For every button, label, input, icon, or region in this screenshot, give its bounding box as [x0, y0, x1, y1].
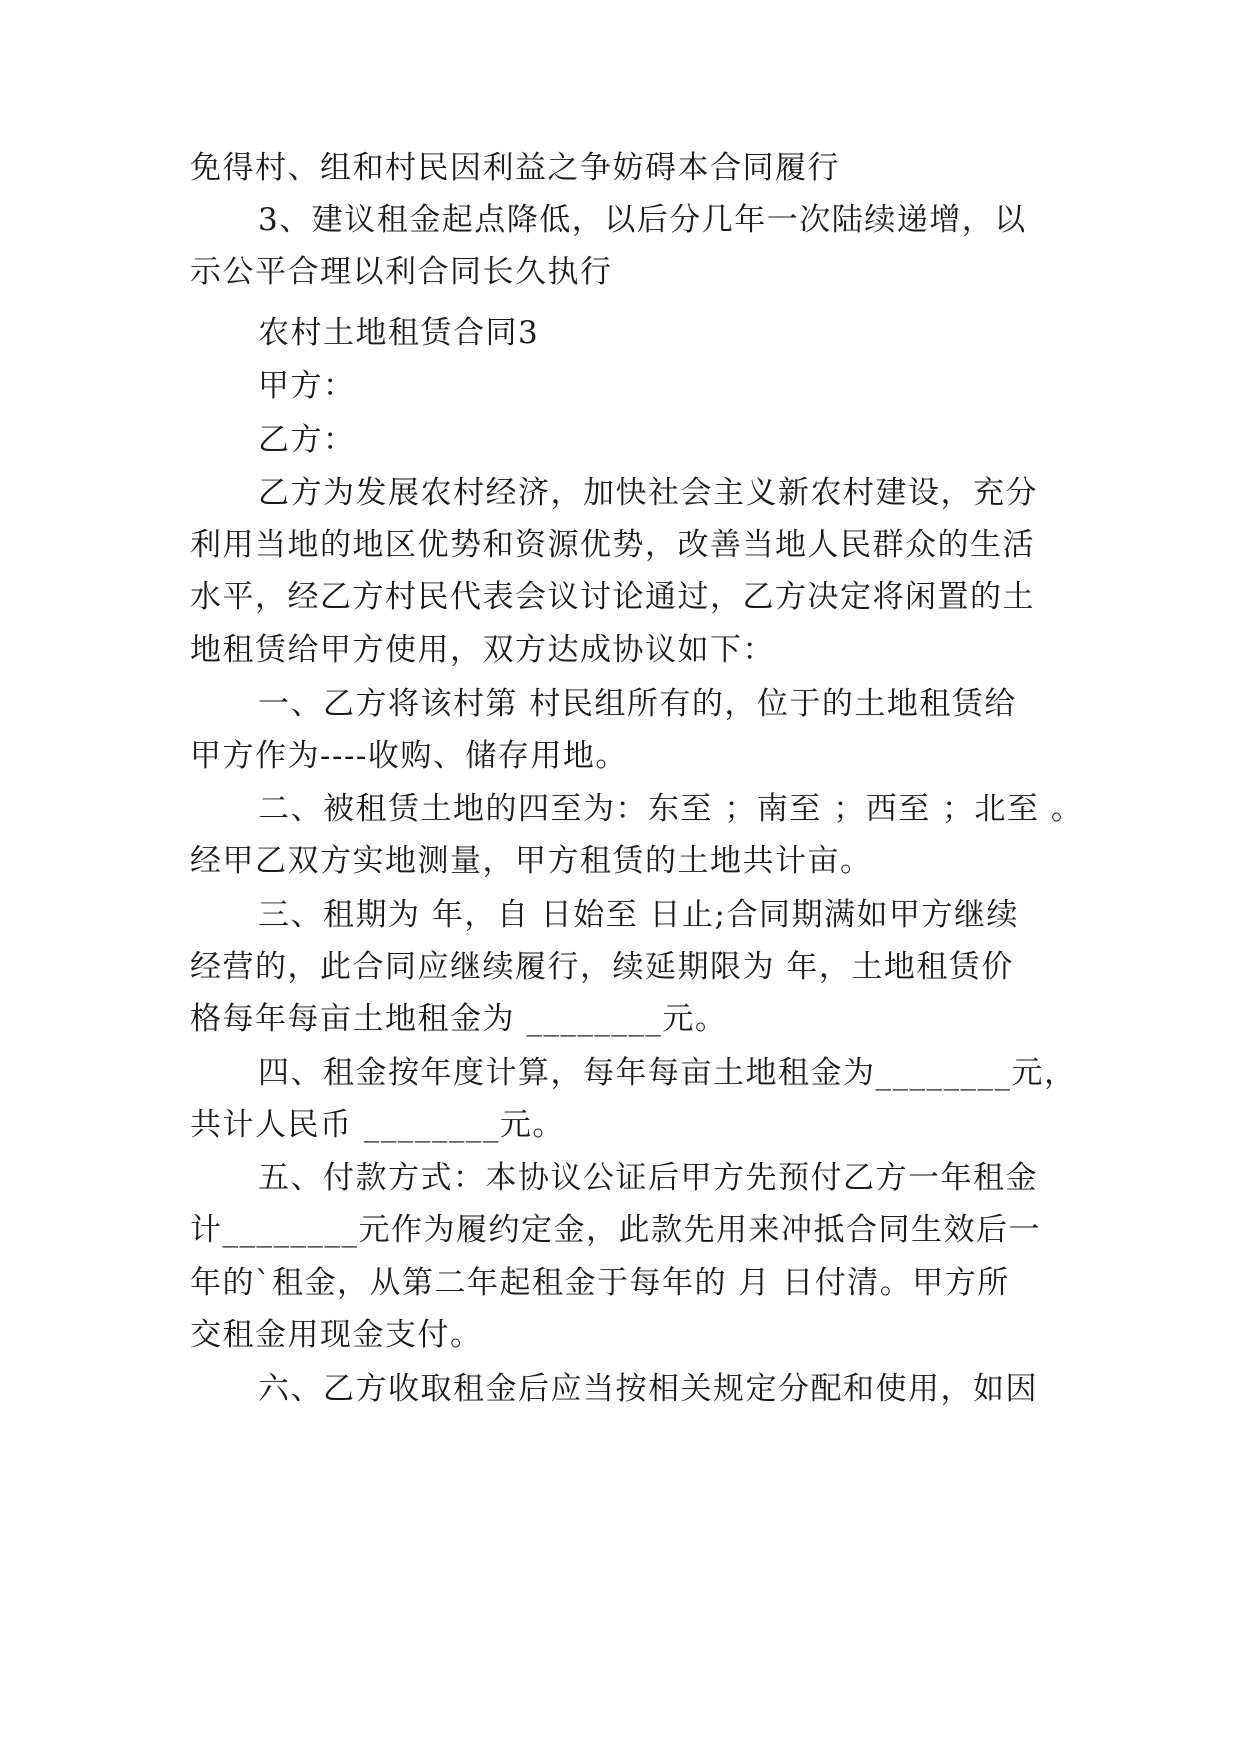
clause-1: 一、乙方将该村第 村民组所有的，位于的土地租赁给 — [258, 686, 1017, 722]
text-line: 乙方为发展农村经济，加快社会主义新农村建设，充分 — [258, 475, 1038, 511]
text-line: 示公平合理以利合同长久执行 — [190, 254, 613, 290]
party-b-label: 乙方： — [258, 422, 356, 458]
clause-3: 三、租期为 年，自 日始至 日止;合同期满如甲方继续 — [258, 897, 1020, 933]
text-line: 甲方作为----收购、储存用地。 — [190, 738, 628, 774]
text-line: 交租金用现金支付。 — [190, 1317, 483, 1353]
clause-5: 五、付款方式：本协议公证后甲方先预付乙方一年租金 — [258, 1160, 1038, 1196]
text-line: 格每年每亩土地租金为 ________元。 — [190, 1001, 728, 1037]
text-line: 3、建议租金起点降低，以后分几年一次陆续递增，以 — [258, 202, 1027, 238]
section-heading: 农村土地租赁合同3 — [258, 315, 540, 351]
clause-6: 六、乙方收取租金后应当按相关规定分配和使用，如因 — [258, 1371, 1038, 1407]
text-line: 利用当地的地区优势和资源优势，改善当地人民群众的生活 — [190, 527, 1035, 563]
text-line: 计________元作为履约定金，此款先用来冲抵合同生效后一 — [190, 1212, 1041, 1248]
clause-2: 二、被租赁土地的四至为：东至 ；南至 ；西至 ；北至 。 — [258, 791, 1084, 827]
clause-4: 四、租金按年度计算，每年每亩土地租金为________元， — [258, 1055, 1077, 1091]
text-line: 水平，经乙方村民代表会议讨论通过，乙方决定将闲置的土 — [190, 579, 1035, 615]
text-line: 经营的，此合同应继续履行，续延期限为 年，土地租赁价 — [190, 949, 1014, 985]
text-line: 地租赁给甲方使用，双方达成协议如下： — [190, 632, 775, 668]
party-a-label: 甲方： — [258, 368, 356, 404]
text-line: 年的`租金，从第二年起租金于每年的 月 日付清。甲方所 — [190, 1265, 1010, 1301]
text-line: 免得村、组和村民因利益之争妨碍本合同履行 — [190, 150, 840, 186]
text-line: 经甲乙双方实地测量，甲方租赁的土地共计亩。 — [190, 843, 873, 879]
text-line: 共计人民币 ________元。 — [190, 1107, 565, 1143]
